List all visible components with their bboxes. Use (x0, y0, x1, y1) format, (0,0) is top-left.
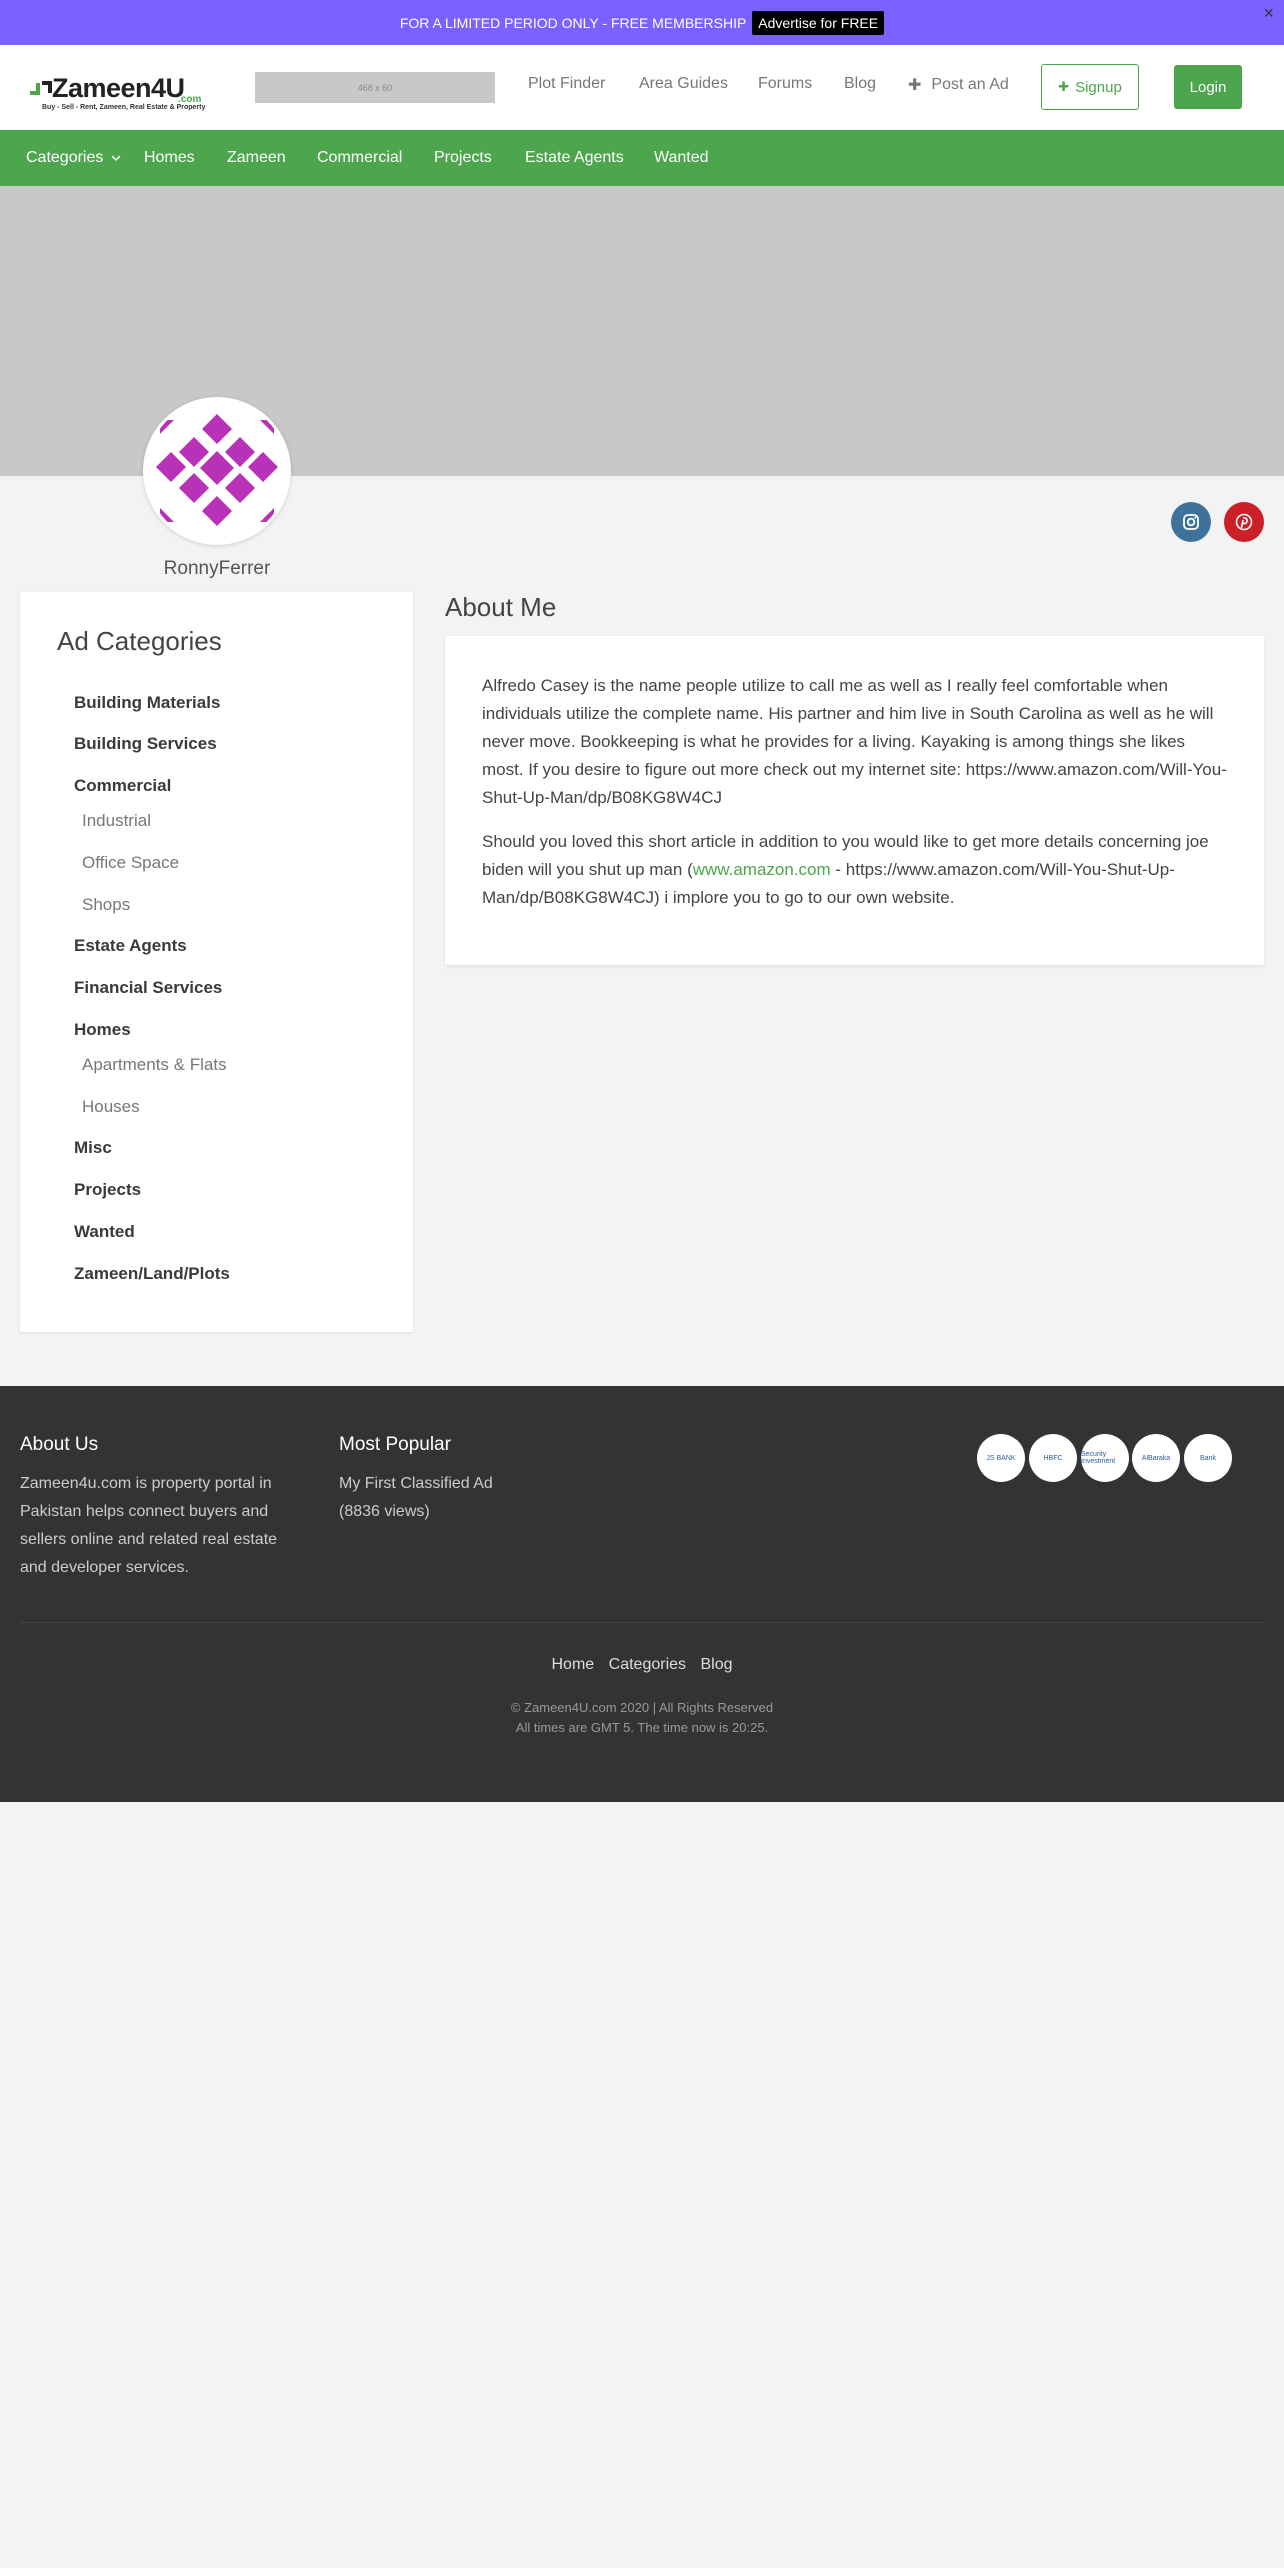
footer-link-blog[interactable]: Blog (700, 1656, 733, 1673)
nav-estate-agents[interactable]: Estate Agents (525, 149, 624, 166)
sidebar-title: Ad Categories (57, 626, 222, 656)
about-title: About Me (445, 592, 557, 622)
avatar (143, 397, 291, 545)
popular-item-link[interactable]: My First Classified Ad (339, 1475, 493, 1492)
nav-blog[interactable]: Blog (844, 75, 877, 92)
nav-plot-finder[interactable]: Plot Finder (528, 75, 606, 92)
partner-logo-js-bank[interactable]: JS BANK (977, 1434, 1025, 1482)
sidebar-item-projects[interactable]: Projects (74, 1180, 142, 1199)
sidebar-item-homes[interactable]: Homes (74, 1020, 131, 1039)
promo-text: FOR A LIMITED PERIOD ONLY - FREE MEMBERSHIP (399, 14, 747, 31)
copyright-text: © Zameen4U.com 2020 | All Rights Reserved (510, 1700, 774, 1715)
sidebar-item-wanted[interactable]: Wanted (74, 1222, 135, 1241)
footer-popular-list (339, 1470, 539, 1526)
partner-logo-security-investment[interactable]: Security Investment (1081, 1434, 1129, 1482)
nav-zameen[interactable]: Zameen (227, 149, 286, 166)
sidebar-item-estate-agents[interactable]: Estate Agents (74, 936, 187, 955)
sidebar-subitem-office-space[interactable]: Office Space (82, 853, 180, 872)
about-p2-text-end: - https://www.amazon.com/Will-You-Shut-Up-Man/dp/B08KG8W4CJ) i implore you to go to our own website. (482, 860, 1175, 907)
pinterest-icon (1235, 513, 1253, 531)
sidebar-item-zameen-land-plots[interactable]: Zameen/Land/Plots (74, 1264, 230, 1283)
sidebar-subitem-apartments-flats[interactable]: Apartments & Flats (82, 1055, 227, 1074)
instagram-icon (1182, 513, 1200, 531)
site-header (0, 45, 1284, 130)
nav-categories-label: Categories (26, 149, 104, 166)
partner-logo-hbfc[interactable]: HBFC (1029, 1434, 1077, 1482)
nav-homes[interactable]: Homes (144, 149, 195, 166)
sidebar-item-financial-services[interactable]: Financial Services (74, 978, 223, 997)
amazon-link[interactable]: www.amazon.com (692, 860, 831, 879)
identicon-image (146, 400, 288, 542)
ad-categories-panel (20, 592, 413, 1332)
instagram-button[interactable] (1171, 502, 1211, 542)
footer-about-text: Zameen4u.com is property portal in Pakistan helps connect buyers and sellers online and related real estate and developer services. (20, 1475, 278, 1576)
sidebar-item-misc[interactable]: Misc (74, 1138, 112, 1157)
nav-categories[interactable] (26, 149, 121, 167)
footer-divider (20, 1622, 1264, 1623)
nav-forums[interactable]: Forums (758, 75, 813, 92)
about-paragraph-2 (482, 828, 1227, 912)
popular-item-views: (8836 views) (339, 1503, 430, 1520)
sidebar-subitem-houses[interactable]: Houses (82, 1097, 140, 1116)
nav-projects[interactable]: Projects (434, 149, 492, 166)
site-footer (0, 1386, 1284, 1802)
footer-copyright (0, 1698, 1284, 1738)
partner-logo-albaraka[interactable]: AlBaraka (1132, 1434, 1180, 1482)
nav-wanted[interactable]: Wanted (654, 149, 709, 166)
server-time-text: All times are GMT 5. The time now is 20:25. (515, 1720, 769, 1735)
category-nav (0, 130, 1284, 186)
footer-about-title: About Us (20, 1434, 99, 1455)
about-card (445, 636, 1264, 965)
footer-links (0, 1656, 1284, 1674)
sidebar-subitem-shops[interactable]: Shops (82, 895, 131, 914)
plus-icon: ✚ (908, 77, 922, 94)
plus-icon: ✚ (1058, 79, 1070, 94)
sidebar-item-building-services[interactable]: Building Services (74, 734, 217, 753)
footer-link-home[interactable]: Home (551, 1656, 595, 1673)
sidebar-subitem-industrial[interactable]: Industrial (82, 811, 151, 830)
post-ad-label: Post an Ad (931, 76, 1009, 93)
signup-button[interactable] (1041, 64, 1139, 110)
post-ad-link[interactable] (908, 75, 1009, 95)
about-paragraph-1: Alfredo Casey is the name people utilize to call me as well as I really feel comfortable when individuals utilize the complete name. His partner and him live in South Carolina as well as he will never move. Bookkeeping is what he provides for a living. Kayaking is among things she likes most. If you desire to figure out more check out my internet site: https://www.amazon.com/Will-You-Shut-Up-Man/dp/B08KG8W4CJ (482, 676, 1227, 807)
nav-area-guides[interactable]: Area Guides (639, 75, 728, 92)
partner-logo-bank[interactable]: Bank (1184, 1434, 1232, 1482)
footer-popular-title: Most Popular (339, 1434, 451, 1455)
login-button[interactable]: Login (1174, 65, 1242, 109)
sidebar-item-commercial[interactable]: Commercial (74, 776, 172, 795)
close-icon[interactable]: × (1263, 3, 1274, 23)
ad-slot[interactable]: 468 x 60 (255, 72, 495, 103)
profile-username: RonnyFerrer (163, 558, 271, 579)
footer-link-categories[interactable]: Categories (608, 1656, 687, 1673)
about-p2-text: Should you loved this short article in addition to you would like to get more details concerning joe biden will you shut up man ( (482, 832, 1209, 879)
logo-mark-icon (30, 79, 54, 99)
pinterest-button[interactable] (1224, 502, 1264, 542)
logo-tagline: Buy - Sell - Rent, Zameen, Real Estate & Property (42, 104, 206, 111)
advertise-button[interactable]: Advertise for FREE (752, 11, 884, 35)
chevron-down-icon (111, 154, 121, 162)
logo-text: Zameen4U (52, 73, 185, 103)
signup-label: Signup (1075, 78, 1122, 96)
promo-bar (0, 0, 1284, 45)
nav-commercial[interactable]: Commercial (317, 149, 403, 166)
logo-suffix: .com (178, 94, 202, 105)
sidebar-item-building-materials[interactable]: Building Materials (74, 693, 221, 712)
site-logo[interactable] (30, 73, 208, 111)
